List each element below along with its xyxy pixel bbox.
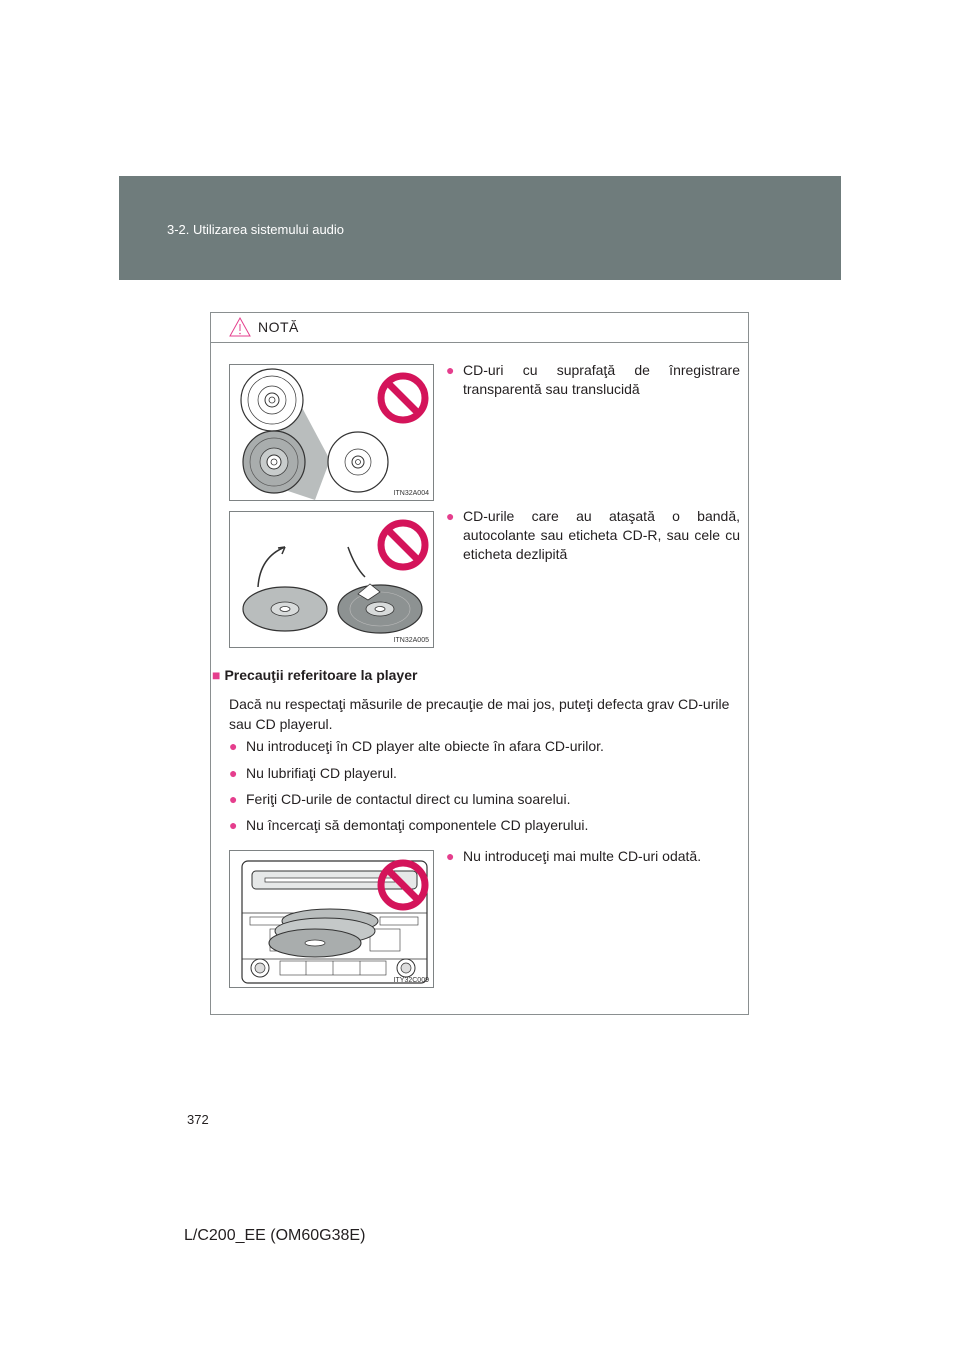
precautions-paragraph: Dacă nu respectaţi măsurile de precauţie de mai jos, puteţi defecta grav CD-urile sau CD playerul. — [229, 696, 730, 732]
bullet-precaution-2 — [229, 764, 744, 783]
bullet-dot-icon: ● — [229, 738, 238, 754]
bullet-dot-icon: ● — [446, 362, 455, 378]
bullet-precaution-3 — [229, 790, 744, 809]
subheading-player-precautions — [212, 667, 417, 683]
bullet-dot-icon: ● — [446, 508, 455, 524]
bullet-text: Nu lubrifiaţi CD playerul. — [246, 765, 397, 781]
figure-code: ITY32C009 — [393, 977, 429, 984]
bullet-dot-icon: ● — [229, 817, 238, 833]
cd-right-tilted — [338, 584, 422, 633]
bullet-text: Feriţi CD-urile de contactul direct cu lumina soarelui. — [246, 791, 571, 807]
header-band — [119, 176, 841, 280]
square-bullet-icon: ■ — [212, 667, 221, 683]
note-title: NOTĂ — [258, 319, 299, 335]
subheading-text: Precauţii referitoare la player — [224, 667, 418, 683]
bullet-transparent-cds — [446, 361, 740, 399]
bullet-text: CD-uri cu suprafaţă de înregistrare transparentă sau translucidă — [463, 362, 740, 397]
bullet-text: Nu introduceţi mai multe CD-uri odată. — [463, 848, 702, 864]
cd-with-tape-illustration-icon — [230, 512, 434, 648]
bullet-dot-icon: ● — [229, 791, 238, 807]
bullet-multiple-cds — [446, 847, 740, 866]
figure-code: ITN32A004 — [393, 490, 429, 497]
cd-bottom-left — [243, 431, 305, 493]
cd-player-illustration-icon — [230, 851, 434, 988]
bullet-text: CD-urile care au ataşată o bandă, autocolante sau eticheta CD-R, sau cele cu eticheta dezlipită — [463, 508, 740, 562]
cd-top-left — [241, 369, 303, 431]
cd-right — [328, 432, 388, 492]
figure-transparent-cds — [229, 364, 434, 501]
section-title: 3-2. Utilizarea sistemului audio — [167, 222, 345, 237]
note-header — [211, 313, 748, 343]
note-box — [210, 312, 749, 1015]
bullet-dot-icon: ● — [446, 848, 455, 864]
bullet-text: Nu încercaţi să demontaţi componentele CD playerului. — [246, 817, 589, 833]
bullet-text: Nu introduceţi în CD player alte obiecte în afara CD-urilor. — [246, 738, 604, 754]
cd-left-tilted — [243, 587, 327, 631]
figure-code: ITN32A005 — [393, 637, 429, 644]
prohibit-sign-icon — [381, 376, 425, 420]
page-number: 372 — [187, 1112, 209, 1127]
cd-illustration-icon — [230, 365, 434, 501]
bullet-precaution-4 — [229, 816, 744, 835]
figure-labeled-cds — [229, 511, 434, 648]
figure-multiple-cds — [229, 850, 434, 988]
bullet-precaution-1 — [229, 737, 744, 756]
document-code: L/C200_EE (OM60G38E) — [184, 1227, 366, 1244]
warning-triangle-icon — [228, 316, 252, 338]
bullet-labeled-cds — [446, 507, 740, 564]
bullet-dot-icon: ● — [229, 765, 238, 781]
prohibit-sign-icon — [381, 523, 425, 567]
